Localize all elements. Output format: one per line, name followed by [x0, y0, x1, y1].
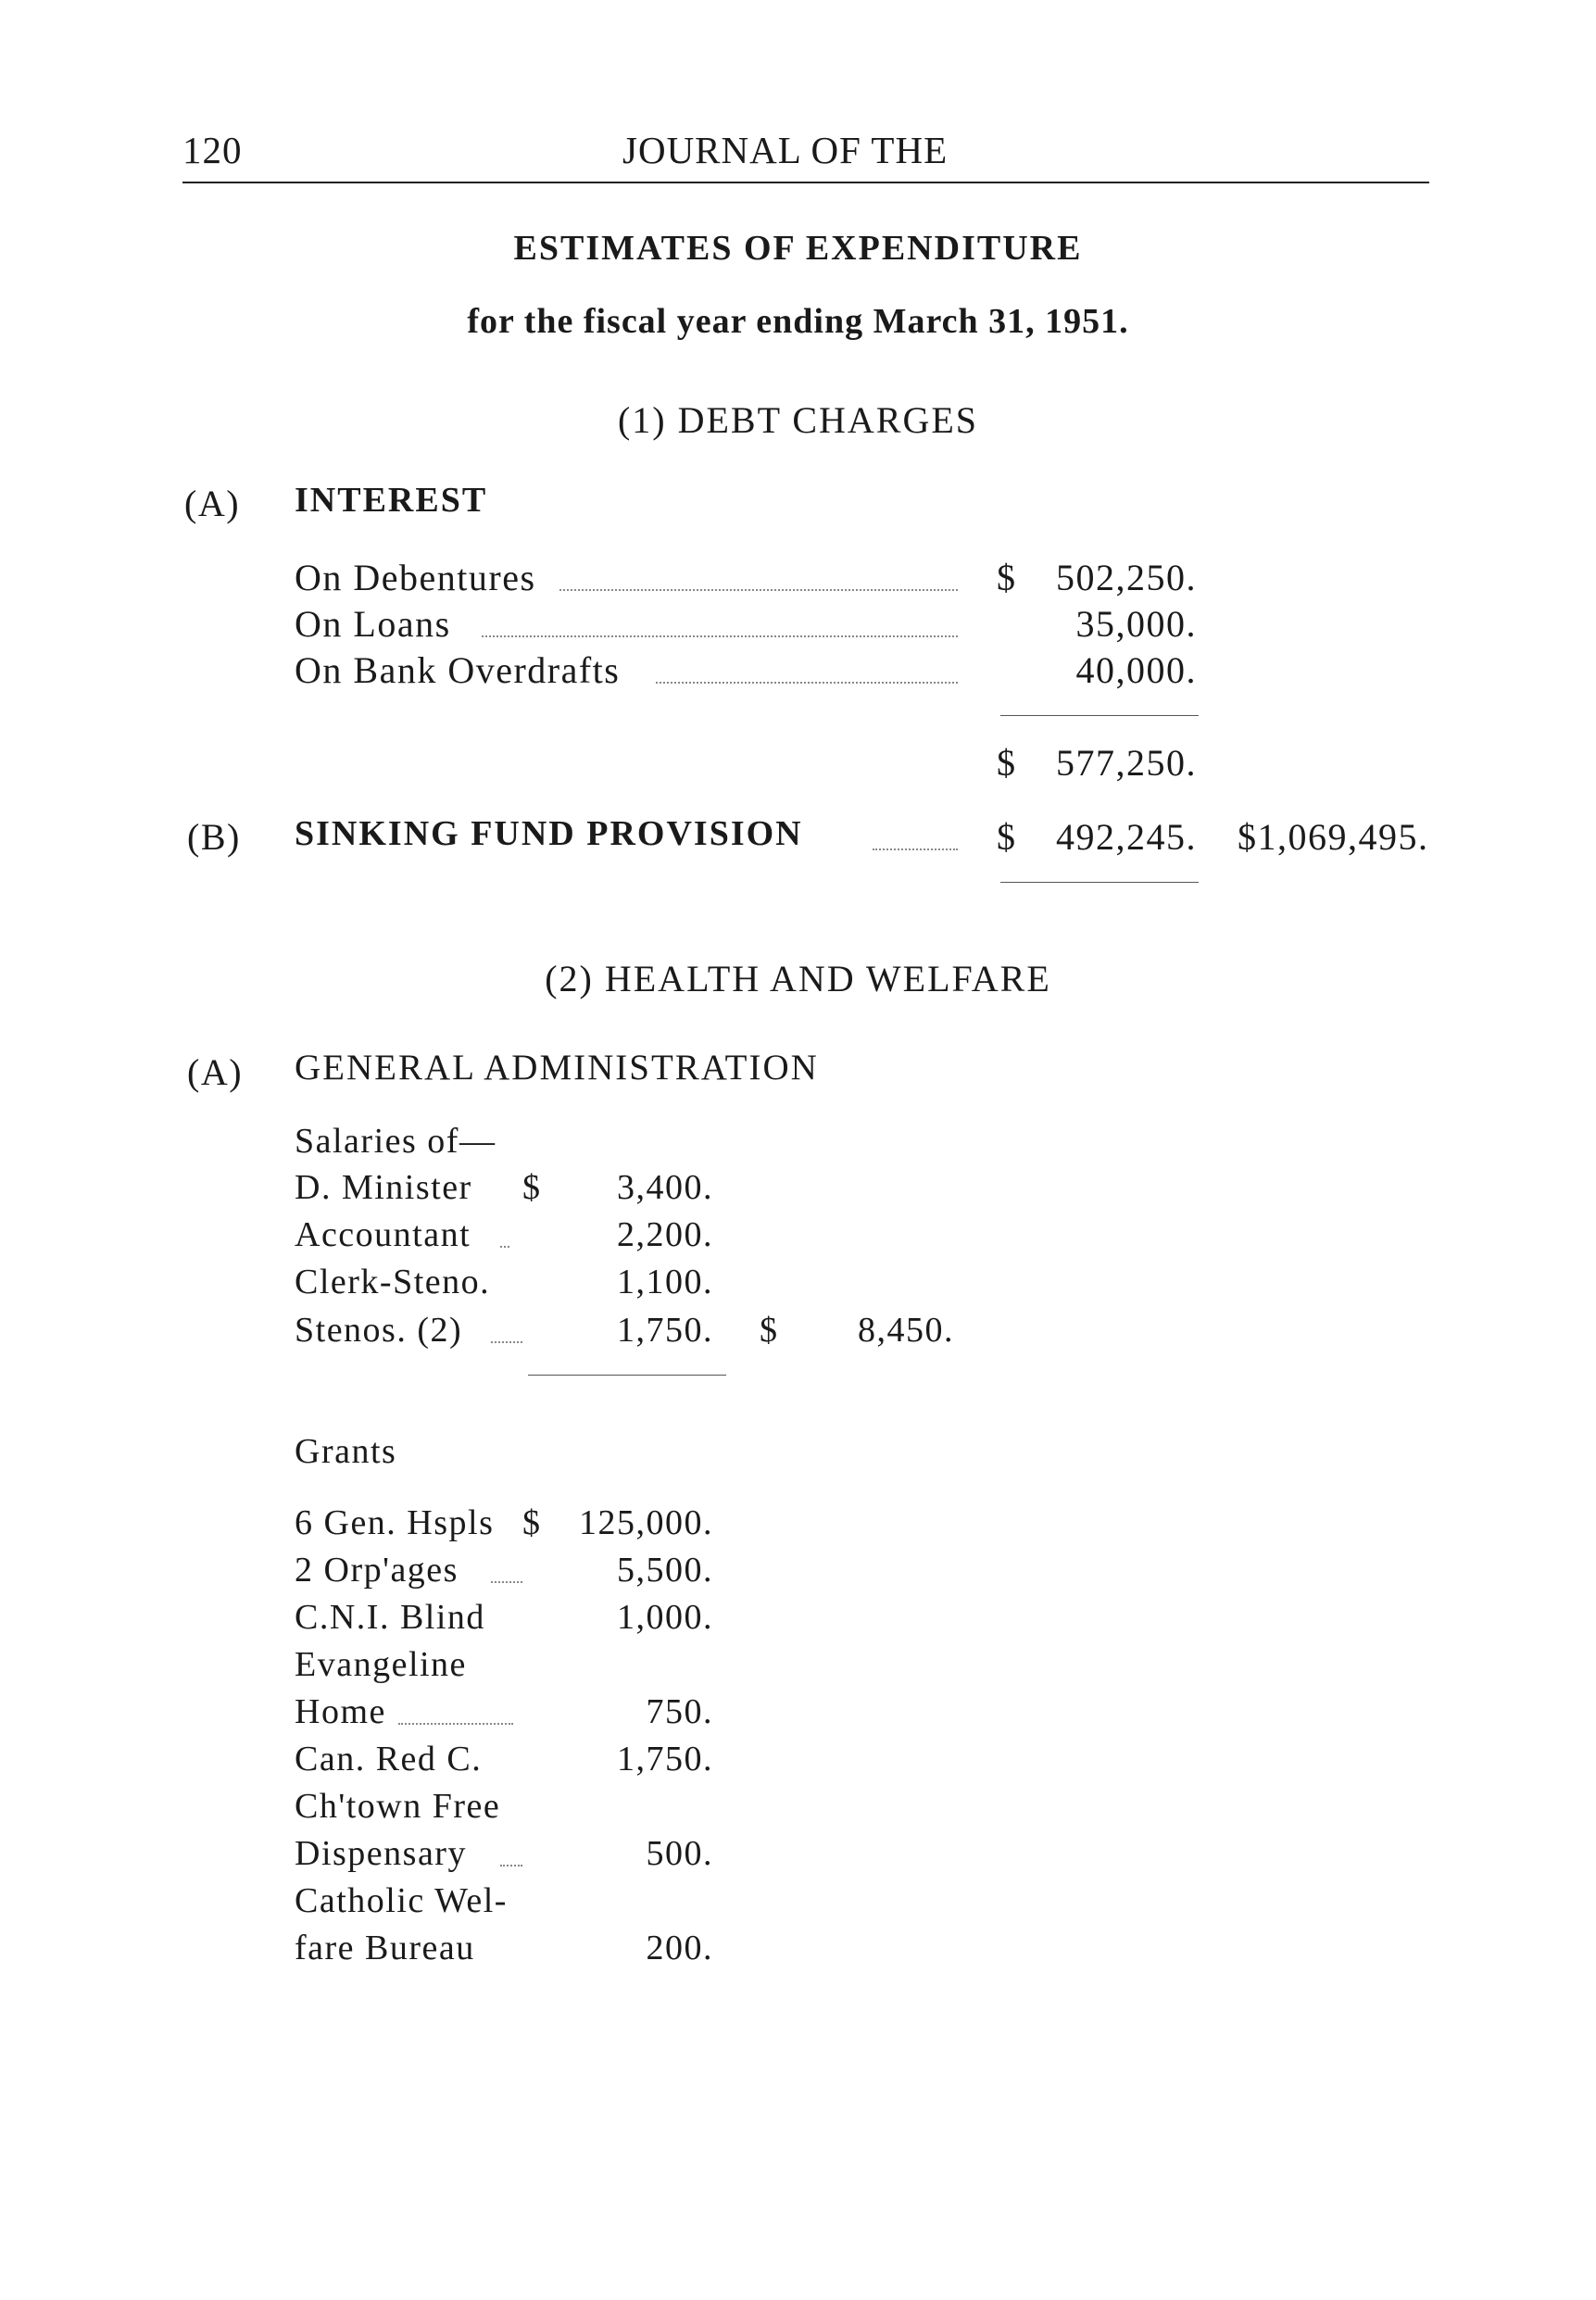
salary-amount: 1,750.: [617, 1311, 713, 1350]
currency-sign: $: [997, 557, 1017, 598]
subtotal-rule: [1000, 715, 1199, 716]
section-letter: (A): [184, 483, 241, 524]
salary-amount: 3,400.: [617, 1168, 713, 1207]
grant-amount: 500.: [646, 1834, 713, 1873]
grant-label: Catholic Wel-: [295, 1881, 508, 1920]
grant-label: 6 Gen. Hspls: [295, 1503, 495, 1542]
leader-dots: [482, 635, 958, 637]
interest-item-label: On Debentures: [295, 557, 536, 598]
currency-sign: $: [522, 1168, 542, 1207]
currency-sign: $: [522, 1503, 542, 1542]
salaries-total: 8,450.: [858, 1311, 954, 1350]
grant-amount: 1,000.: [617, 1598, 713, 1637]
header-rule: [182, 182, 1429, 183]
interest-item-label: On Loans: [295, 603, 451, 645]
leader-dots: [656, 682, 958, 684]
section-letter: (B): [187, 816, 241, 858]
grant-label: Ch'town Free: [295, 1787, 501, 1826]
document-subtitle: for the fiscal year ending March 31, 1951.: [467, 302, 1129, 341]
running-title: JOURNAL OF THE: [622, 129, 949, 171]
salary-amount: 2,200.: [617, 1215, 713, 1254]
grant-amount: 1,750.: [617, 1740, 713, 1778]
interest-heading: INTEREST: [295, 481, 488, 520]
grant-label: C.N.I. Blind: [295, 1598, 485, 1637]
grant-label: 2 Orp'ages: [295, 1551, 459, 1590]
leader-dots: [559, 589, 958, 591]
section-heading-debt-charges: (1) DEBT CHARGES: [617, 399, 979, 441]
grant-amount: 200.: [646, 1929, 713, 1967]
debt-charges-total: $1,069,495.: [1238, 816, 1429, 858]
salaries-rule: [528, 1375, 726, 1376]
salary-label: Accountant: [295, 1215, 471, 1254]
section-heading-health-welfare: (2) HEALTH AND WELFARE: [545, 958, 1051, 999]
leader-dots: [873, 848, 958, 850]
grant-amount: 125,000.: [579, 1503, 713, 1542]
leader-dots: [500, 1246, 509, 1248]
leader-dots: [398, 1723, 513, 1725]
document-title: ESTIMATES OF EXPENDITURE: [513, 229, 1083, 268]
currency-sign: $: [760, 1311, 779, 1350]
salary-label: Stenos. (2): [295, 1311, 463, 1350]
interest-item-amount: 35,000.: [1075, 603, 1197, 645]
leader-dots: [491, 1581, 522, 1583]
leader-dots: [500, 1865, 522, 1866]
section-letter: (A): [187, 1051, 244, 1093]
interest-item-amount: 40,000.: [1075, 649, 1197, 691]
grant-label: Dispensary: [295, 1834, 467, 1873]
page-number: 120: [182, 129, 243, 171]
currency-sign: $: [997, 816, 1017, 858]
salary-amount: 1,100.: [617, 1263, 713, 1301]
general-administration-heading: GENERAL ADMINISTRATION: [295, 1048, 819, 1087]
interest-item-amount: 502,250.: [1056, 557, 1197, 598]
salaries-label: Salaries of—: [295, 1122, 496, 1161]
currency-sign: $: [997, 742, 1017, 784]
leader-dots: [491, 1341, 522, 1343]
grant-label: Can. Red C.: [295, 1740, 483, 1778]
interest-subtotal: 577,250.: [1056, 742, 1197, 784]
total-rule: [1000, 882, 1199, 883]
sinking-fund-heading: SINKING FUND PROVISION: [295, 814, 803, 853]
grant-label: Home: [295, 1692, 386, 1731]
interest-item-label: On Bank Overdrafts: [295, 649, 621, 691]
salary-label: Clerk-Steno.: [295, 1263, 491, 1301]
grant-amount: 5,500.: [617, 1551, 713, 1590]
sinking-fund-amount: 492,245.: [1056, 816, 1197, 858]
grant-label: fare Bureau: [295, 1929, 475, 1967]
grant-amount: 750.: [646, 1692, 713, 1731]
salary-label: D. Minister: [295, 1168, 472, 1207]
grants-heading: Grants: [295, 1432, 397, 1471]
grant-label: Evangeline: [295, 1645, 467, 1684]
